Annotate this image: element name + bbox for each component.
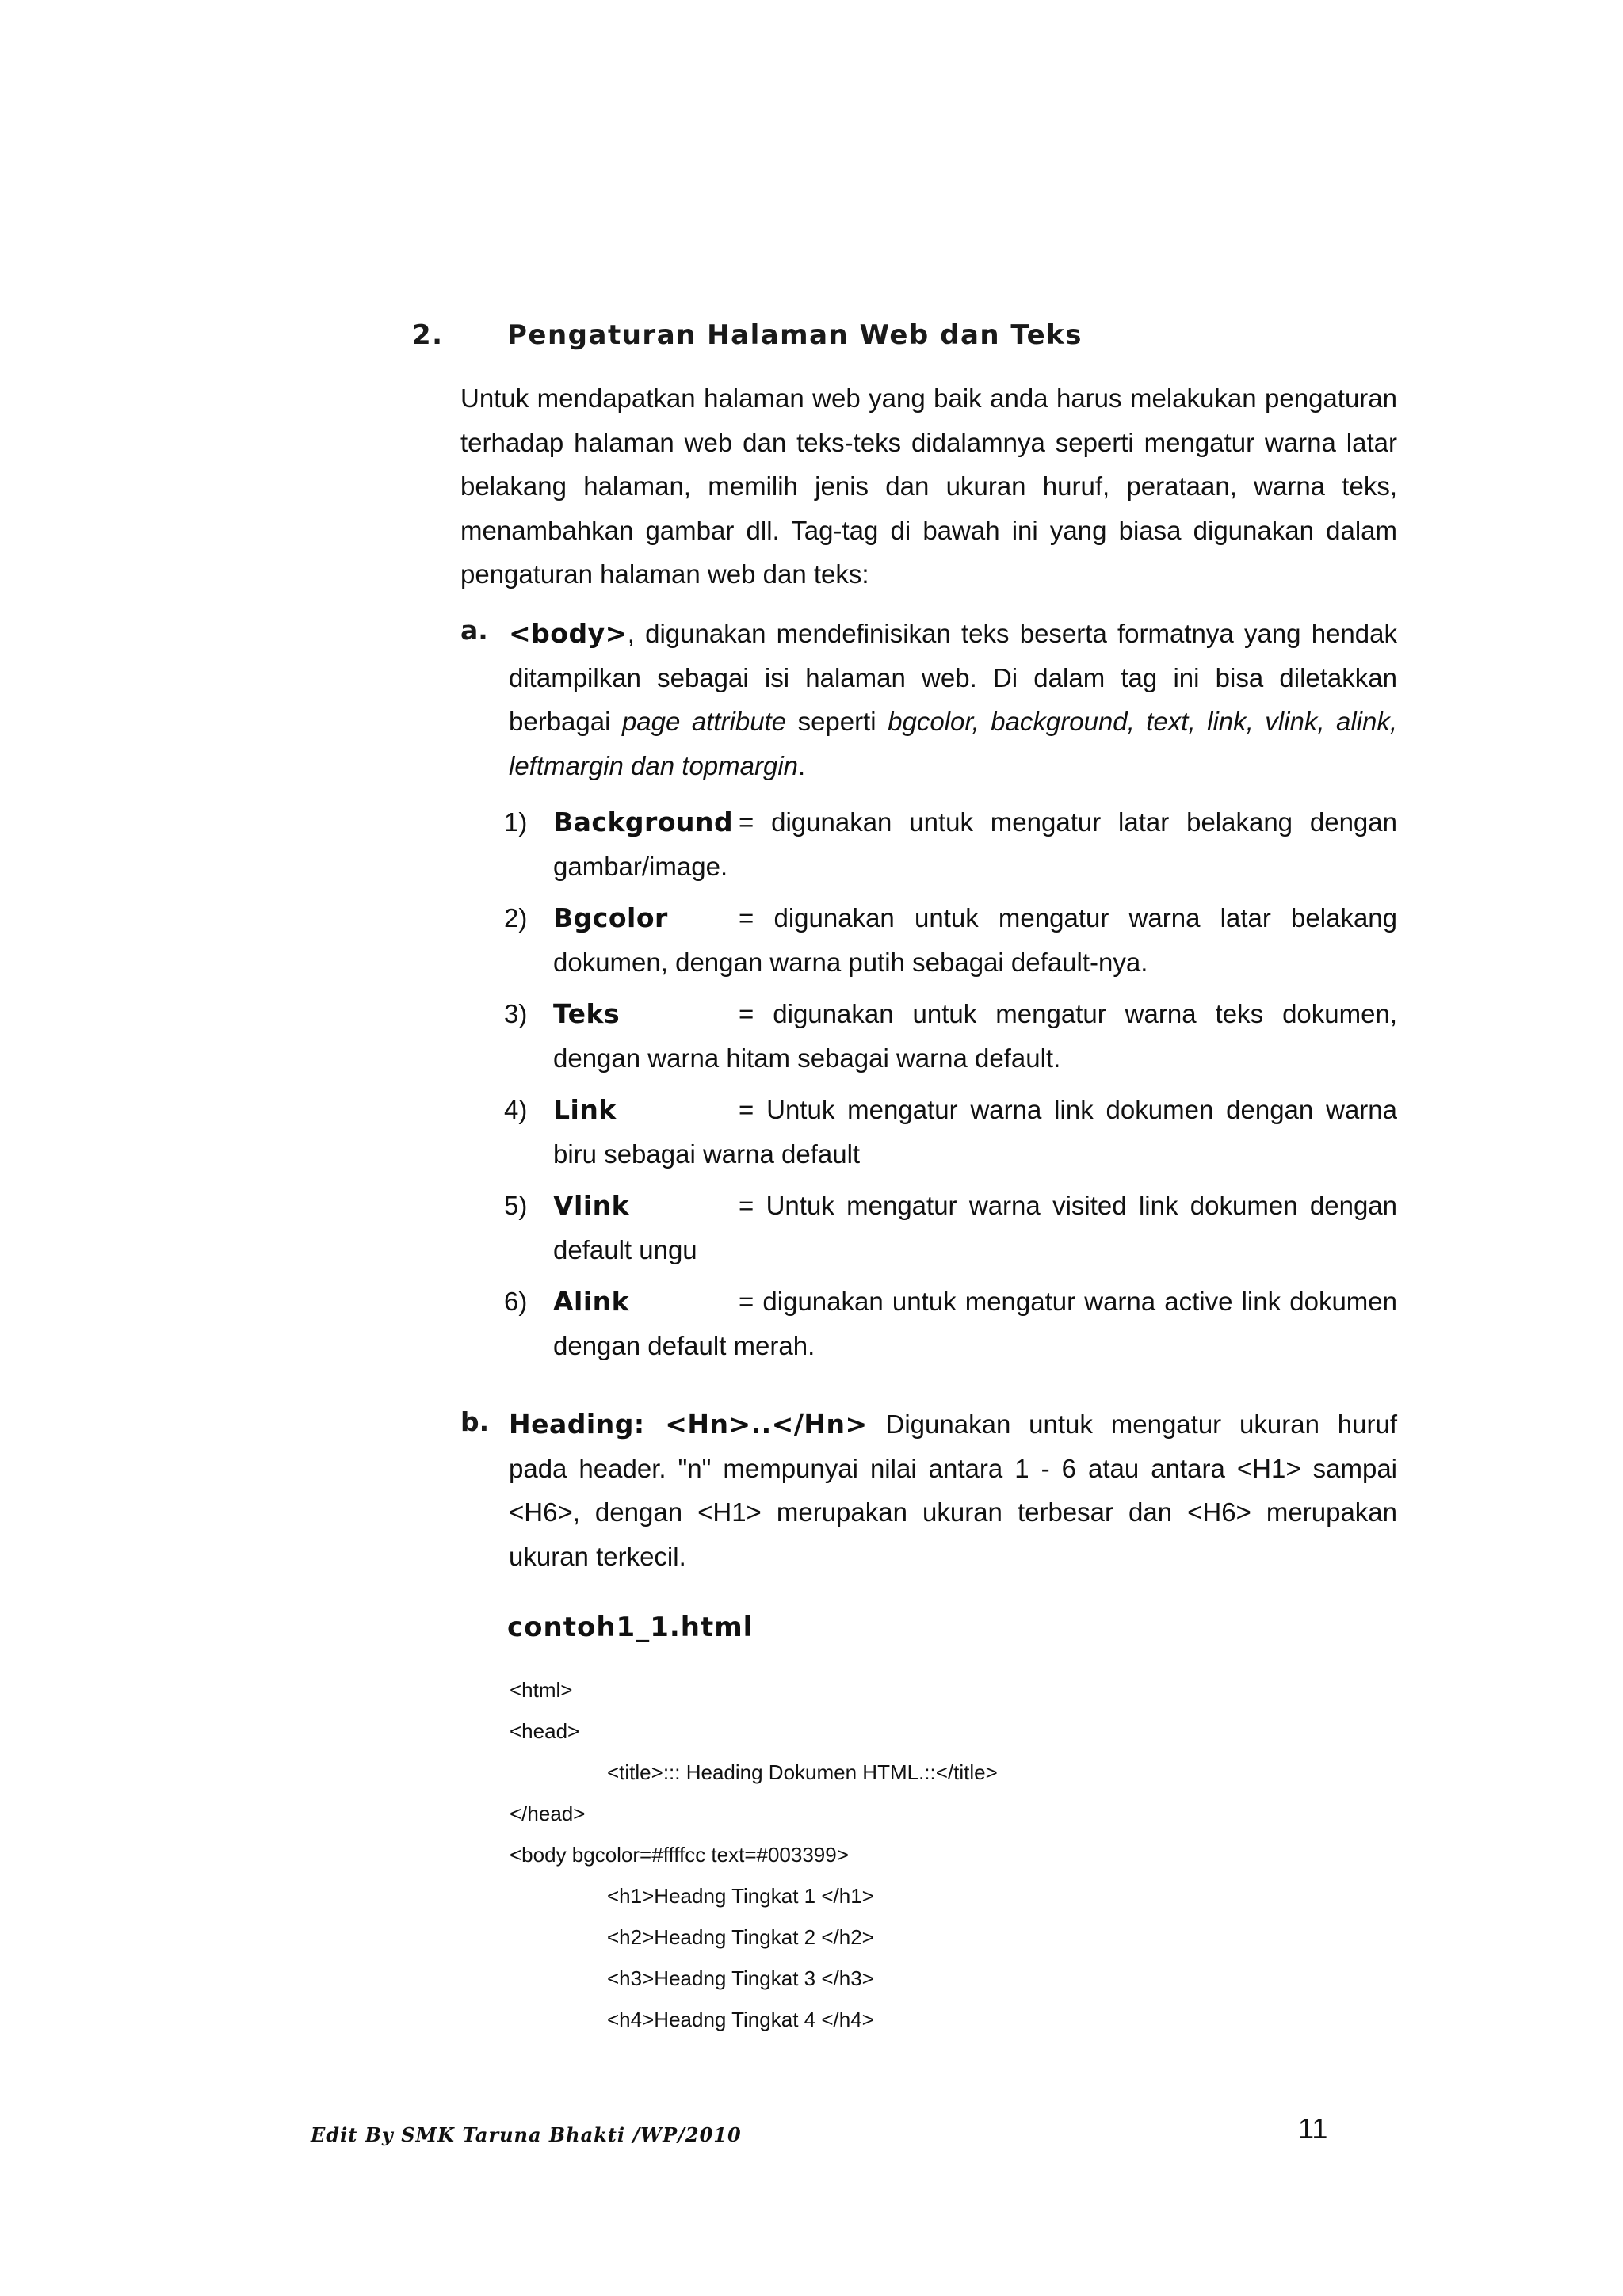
heading-paragraph: [509, 1402, 1397, 1578]
attr-desc: = digunakan untuk mengatur warna active link dokumen dengan default merah.: [553, 1287, 1397, 1360]
intro-paragraph: Untuk mendapatkan halaman web yang baik anda harus melakukan pengaturan terhadap halaman web dan teks-teks didalamnya seperti mengatur warna latar belakang halaman, memilih jenis dan ukuran huruf, perataan, warna teks, menambahkan gambar dll. Tag-tag di bawah ini yang biasa digunakan dalam pengaturan halaman web dan teks:: [460, 383, 1397, 589]
attr-vlink: [553, 1184, 1397, 1272]
code-line: <html>: [510, 1678, 573, 1702]
attr-number: 2): [504, 903, 528, 933]
attr-desc: = digunakan untuk mengatur latar belakang dengan gambar/image.: [553, 807, 1397, 881]
body-tag: <body>: [509, 618, 628, 649]
attr-name: Alink: [553, 1286, 630, 1317]
body-tag-paragraph: [509, 612, 1397, 788]
code-line: <h2>Headng Tingkat 2 </h2>: [607, 1925, 874, 1949]
attr-alink: [553, 1280, 1397, 1367]
attr-bgcolor: [553, 896, 1397, 984]
section-heading: [412, 319, 1083, 351]
code-line: <head>: [510, 1719, 580, 1743]
attr-desc: = Untuk mengatur warna link dokumen dengan warna biru sebagai warna default: [553, 1095, 1397, 1169]
example-filename: contoh1_1.html: [507, 1611, 754, 1643]
body-italic-2: bgcolor, background, text, link, vlink, alink, leftmargin dan topmargin: [509, 707, 1398, 780]
body-text-3: .: [798, 750, 806, 780]
attr-number: 1): [504, 807, 528, 837]
attr-desc: = digunakan untuk mengatur warna teks dokumen, dengan warna hitam sebagai warna default.: [553, 999, 1397, 1073]
attr-name: Vlink: [553, 1190, 630, 1221]
body-text-1: , digunakan mendefinisikan teks beserta formatnya yang hendak ditampilkan sebagai isi halaman web. Di dalam tag ini bisa diletakkan berbagai: [509, 619, 1397, 736]
code-line: <title>::: Heading Dokumen HTML.::</title>: [607, 1760, 998, 1784]
attr-link: [553, 1088, 1397, 1176]
code-line: <body bgcolor=#ffffcc text=#003399>: [510, 1843, 849, 1867]
attr-desc: = Untuk mengatur warna visited link dokumen dengan default ungu: [553, 1191, 1397, 1264]
code-line: <h3>Headng Tingkat 3 </h3>: [607, 1966, 874, 1990]
section-title: Pengaturan Halaman Web dan Teks: [507, 319, 1083, 351]
attr-name: Bgcolor: [553, 902, 668, 933]
code-line: <h4>Headng Tingkat 4 </h4>: [607, 2008, 874, 2031]
attr-teks: [553, 992, 1397, 1080]
attr-name: Teks: [553, 998, 621, 1029]
footer-credit: Edit By SMK Taruna Bhakti /WP/2010: [311, 2123, 742, 2146]
attr-name: Background: [553, 807, 734, 837]
attr-number: 3): [504, 999, 528, 1028]
item-a-label: a.: [460, 615, 488, 646]
attr-background: [553, 800, 1397, 888]
item-b-label: b.: [460, 1406, 490, 1437]
code-line: <h1>Headng Tingkat 1 </h1>: [607, 1884, 874, 1908]
attr-desc: = digunakan untuk mengatur warna latar belakang dokumen, dengan warna putih sebagai default-nya.: [553, 903, 1397, 977]
attr-number: 4): [504, 1095, 528, 1124]
attr-name: Link: [553, 1094, 617, 1125]
body-italic-1: page attribute: [621, 707, 787, 736]
section-number: 2.: [412, 319, 444, 351]
heading-tag: Heading: <Hn>..</Hn>: [509, 1409, 868, 1440]
code-line: </head>: [510, 1802, 586, 1825]
heading-text: Digunakan untuk mengatur ukuran huruf pada header. "n" mempunyai nilai antara 1 - 6 atau antara <H1> sampai <H6>, dengan <H1> merupakan ukuran terbesar dan <H6> merupakan ukuran terkecil.: [509, 1409, 1398, 1571]
body-text-2: seperti: [786, 707, 888, 736]
attr-number: 6): [504, 1287, 528, 1316]
page-number: 11: [1298, 2112, 1328, 2145]
attr-number: 5): [504, 1191, 528, 1220]
